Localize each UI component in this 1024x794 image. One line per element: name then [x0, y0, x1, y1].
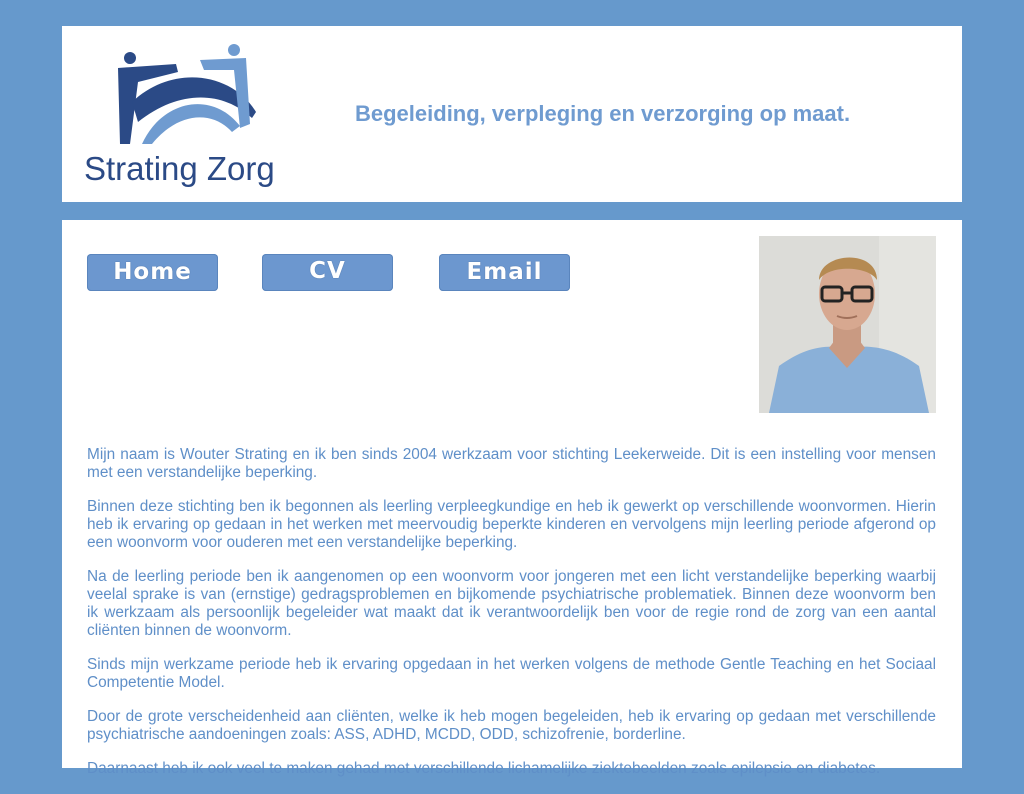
- paragraph: Daarnaast heb ik ook veel te maken gehad met verschillende lichamelijke ziektebeelden zoals epilepsie en diabetes.: [87, 760, 881, 777]
- tagline: Begeleiding, verpleging en verzorging op maat.: [355, 101, 851, 126]
- profile-photo: [759, 236, 936, 413]
- paragraph: Mijn naam is Wouter Strating en ik ben sinds 2004 werkzaam voor stichting Leekerweide. Dit is een instelling voor mensen met een verstandelijke beperking.: [87, 446, 936, 481]
- paragraph: Door de grote verscheidenheid aan cliënten, welke ik heb mogen begeleiden, heb ik ervaring op gedaan met verschillende psychiatrische aandoeningen zoals: ASS, ADHD, MCDD, ODD, schizofrenie, borderline.: [87, 708, 936, 743]
- home-button[interactable]: Home: [87, 254, 218, 291]
- email-button[interactable]: Email: [439, 254, 570, 291]
- header-panel: [62, 26, 962, 202]
- paragraph: Binnen deze stichting ben ik begonnen als leerling verpleegkundige en heb ik gewerkt op verschillende woonvormen. Hierin heb ik ervaring op gedaan in het werken met meervoudig beperkte kinderen en vervolgens mijn leerling periode afgerond op een woonvorm voor ouderen met een verstandelijke beperking.: [87, 498, 936, 551]
- paragraph: Sinds mijn werkzame periode heb ik ervaring opgedaan in het werken volgens de methode Gentle Teaching en het Sociaal Competentie Model.: [87, 656, 936, 691]
- intro-text: [87, 446, 936, 794]
- content-panel: [62, 220, 962, 777]
- cv-button[interactable]: CV: [262, 254, 393, 291]
- logo-text: Strating Zorg: [84, 150, 275, 187]
- paragraph: Na de leerling periode ben ik aangenomen op een woonvorm voor jongeren met een licht verstandelijke beperking waarbij veelal sprake is van (ernstige) gedragsproblemen en bijkomende psychiatrische problematiek. Binnen deze woonvorm ben ik werkzaam als persoonlijk begeleider wat maakt dat ik verantwoordelijk ben voor de regie rond de zorg van een aantal cliënten binnen de woonvorm.: [87, 568, 936, 639]
